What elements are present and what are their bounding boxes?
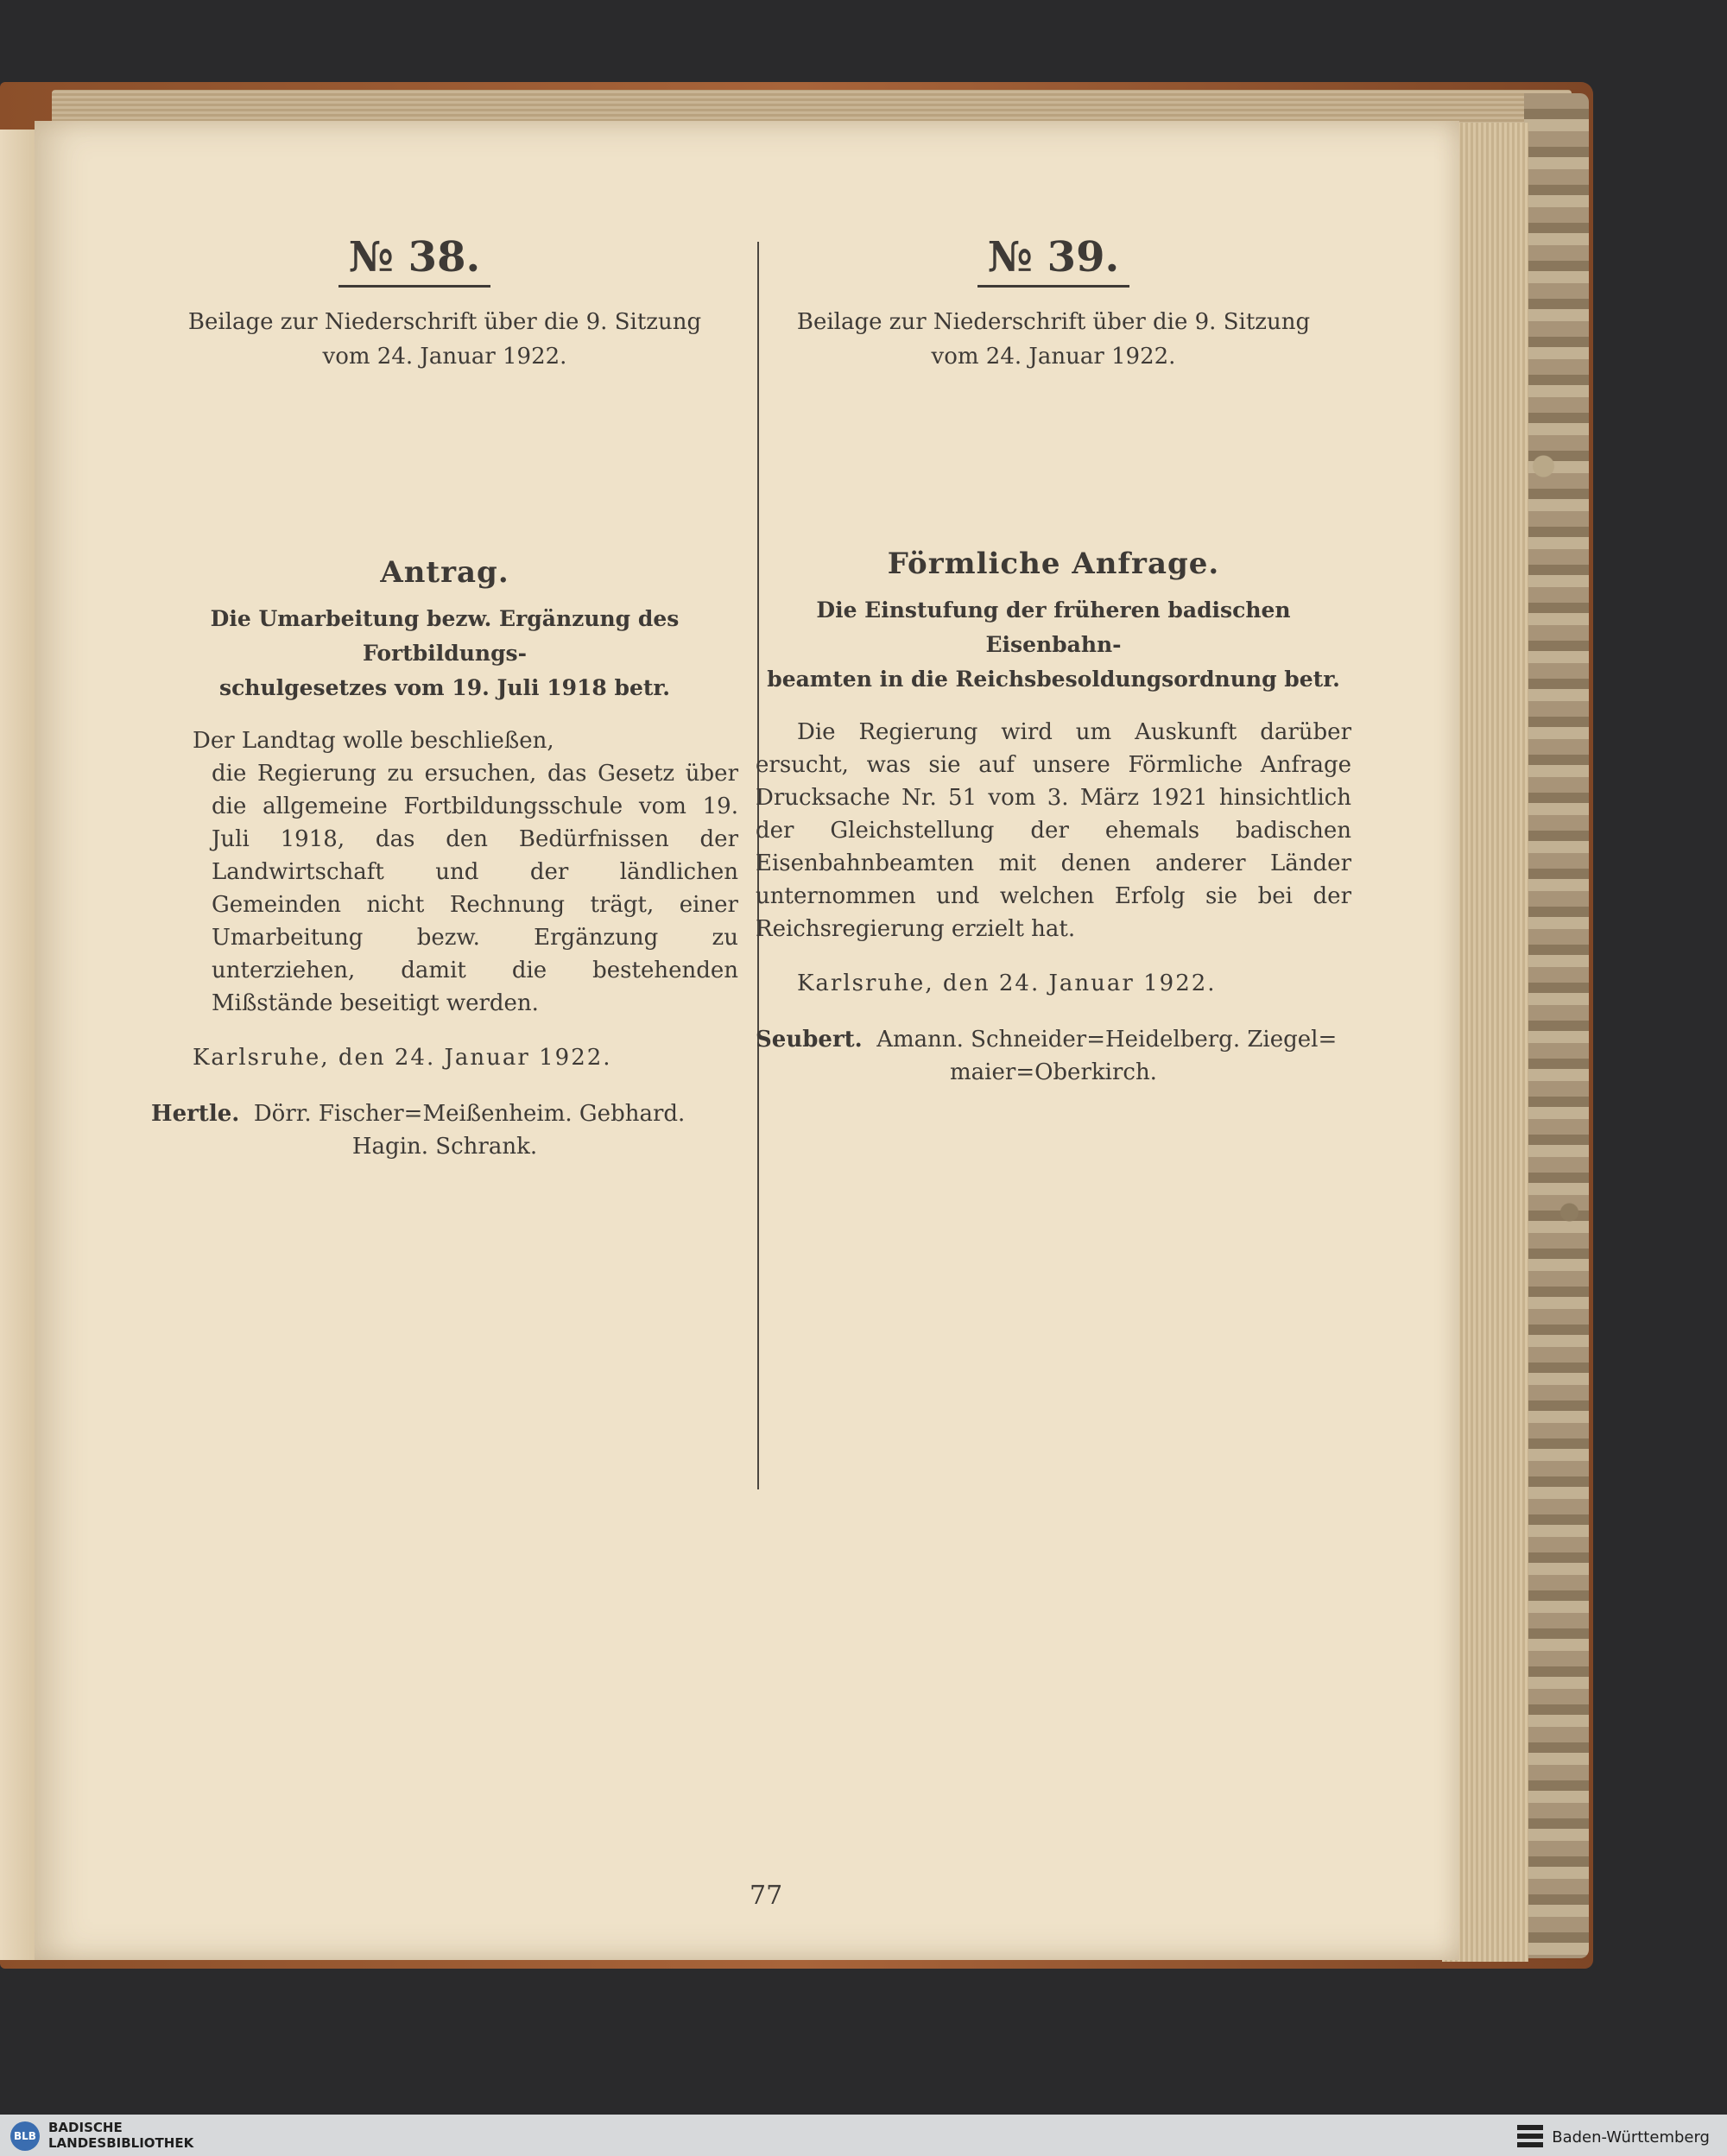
- document-number: № 38.: [151, 233, 738, 288]
- left-column: [151, 233, 738, 1163]
- coat-of-arms-icon: [1517, 2125, 1543, 2149]
- signers: Seubert. Amann. Schneider=Heidelberg. Ziegel= maier=Oberkirch.: [756, 1027, 1338, 1085]
- document-topic: Die Umarbeitung bezw. Ergänzung des Fortbildungs- schulgesetzes vom 19. Juli 1918 betr.: [210, 606, 680, 700]
- page-edge-top: [52, 90, 1572, 124]
- body-text: Die Regierung wird um Auskunft darüber ersucht, was sie auf unsere Förmliche Anfrage Drucksache Nr. 51 vom 3. März 1921 hinsichtlich der Gleichstellung der ehemals badischen Eisenbahnbeamten mit denen anderer Länder unternommen und welchen Erfolg sie bei der Reichsregierung erzielt hat.: [756, 719, 1351, 942]
- document-number: № 39.: [756, 233, 1351, 288]
- library-name: BADISCHE LANDESBIBLIOTHEK: [48, 2120, 194, 2151]
- page-number: 77: [750, 1881, 783, 1911]
- body-text: die Regierung zu ersuchen, das Gesetz über die allgemeine Fortbildungsschule vom 19. Juli 1918, das den Bedürfnissen der Landwirtschaft und der ländlichen Gemeinden nicht Rechnung trägt, einer Umarbeitung bezw. Ergänzung zu unterziehen, damit die bestehenden Mißstände beseitigt werden.: [212, 761, 738, 1016]
- viewer-footer: [0, 2115, 1727, 2156]
- right-column: [756, 233, 1351, 1089]
- document-heading: Förmliche Anfrage.: [887, 547, 1220, 581]
- place-date: Karlsruhe, den 24. Januar 1922.: [797, 971, 1217, 996]
- blb-logo: BLB: [10, 2121, 40, 2151]
- place-date: Karlsruhe, den 24. Januar 1922.: [193, 1045, 612, 1071]
- lead-signer: Seubert.: [756, 1027, 863, 1053]
- marbled-edge: [1524, 93, 1589, 1958]
- document-topic: Die Einstufung der früheren badischen Eisenbahn- beamten in die Reichsbesoldungsordnung betr.: [767, 597, 1340, 692]
- body-intro: Der Landtag wolle beschließen,: [193, 728, 554, 754]
- left-page-edge: [0, 130, 39, 1960]
- state-logo: Baden-Württemberg: [1517, 2125, 1710, 2149]
- document-subtitle: Beilage zur Niederschrift über die 9. Sitzung vom 24. Januar 1922.: [187, 309, 702, 370]
- signers: Hertle. Dörr. Fischer=Meißenheim. Gebhard. Hagin. Schrank.: [151, 1101, 686, 1160]
- document-heading: Antrag.: [380, 555, 509, 590]
- document-subtitle: Beilage zur Niederschrift über die 9. Sitzung vom 24. Januar 1922.: [796, 309, 1311, 370]
- lead-signer: Hertle.: [151, 1101, 240, 1127]
